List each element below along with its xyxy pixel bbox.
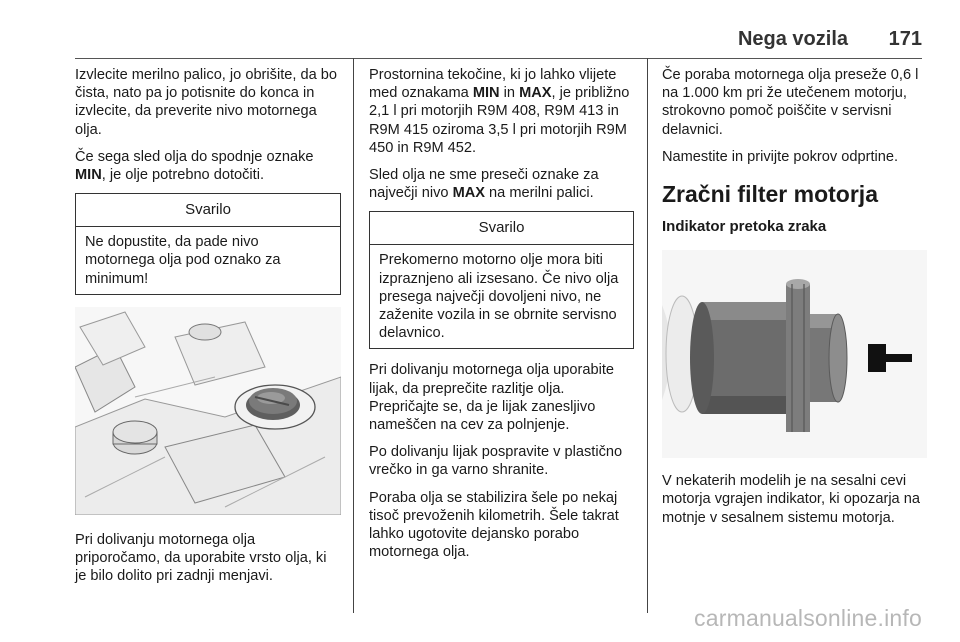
paragraph-funnel: Pri dolivanju motornega olja uporabite lijak, da preprečite razlitje olja. Prepričajte se, da je lijak zanesljivo nameščen na cev za polnjenje. (369, 362, 615, 434)
warning-title: Svarilo (370, 212, 633, 245)
paragraph-consumption: Poraba olja se stabilizira šele po nekaj tisoč prevoženih kilometrih. Šele takrat lahko ugotovite dejansko porabo motornega olja. (369, 489, 619, 561)
air-flow-indicator-illustration (662, 250, 927, 458)
warning-box (369, 211, 634, 349)
watermark: carmanualsonline.info (694, 605, 922, 631)
engine-oil-cap-illustration (75, 307, 341, 515)
warning-box (75, 193, 341, 295)
column-divider-2 (647, 58, 648, 613)
column-divider-1 (353, 58, 354, 613)
min-mark-label: MIN (472, 85, 500, 102)
paragraph-consumption-limit: Če poraba motornega olja preseže 0,6 l na 1.000 km pri že utečenem motorju, strokovno pomoč poiščite v servisni delavnici. (662, 67, 919, 138)
paragraph-max-level: Sled olja ne sme preseči oznake za največji nivo MAX na merilni palici. (369, 167, 599, 202)
page-header (0, 28, 960, 58)
air-flow-indicator-drawing (662, 250, 927, 458)
min-mark-label: MIN (75, 167, 102, 184)
warning-body: Ne dopustite, da pade nivo motornega olja pod oznako za minimum! (85, 234, 281, 287)
warning-body: Prekomerno motorno olje mora biti izpraznjeno ali izsesano. Če nivo olja presega največji dovoljeni nivo, ne zaženite vozila in se obrnite servisno delavnico. (379, 252, 619, 342)
paragraph-funnel-storage: Po dolivanju lijak pospravite v plastično vrečko in ga varno shranite. (369, 444, 623, 479)
paragraph-min-level: Če sega sled olja do spodnje oznake MIN, je olje potrebno dotočiti. (75, 148, 314, 184)
paragraph-capacity: Prostornina tekočine, ki jo lahko vlijete med oznakama MIN in MAX, je približno 2,1 l pri motorjih R9M 408, R9M 413 in R9M 415 oziroma 3,5 l pri motorjih R9M 450 in R9M 452. (369, 67, 630, 156)
max-mark-label: MAX (519, 85, 552, 102)
page-number: 171 (888, 28, 922, 50)
column-2 (369, 66, 634, 570)
header-rule (75, 58, 922, 59)
paragraph-oil-type: Pri dolivanju motornega olja priporočamo, da uporabite vrsto olja, ki je bilo dolito pri zadnji menjavi. (75, 531, 327, 585)
column-1 (75, 66, 341, 594)
engine-bay-drawing (75, 307, 341, 515)
paragraph-cap: Namestite in privijte pokrov odprtine. (662, 148, 899, 165)
warning-title: Svarilo (76, 194, 340, 227)
section-title: Nega vozila (737, 28, 848, 50)
paragraph-dipstick: Izvlecite merilno palico, jo obrišite, da bo čista, nato pa jo potisnite do konca in izvlecite, da preverite nivo motornega olja. (75, 67, 338, 138)
section-heading: Zračni filter motorja (662, 181, 878, 208)
max-mark-label: MAX (452, 185, 485, 202)
paragraph-indicator-info: V nekaterih modelih je na sesalni cevi motorja vgrajen indikator, ki opozarja na motnje v sesalnem sistemu motorja. (662, 473, 920, 526)
column-3 (662, 66, 927, 536)
subsection-heading: Indikator pretoka zraka (662, 218, 827, 236)
